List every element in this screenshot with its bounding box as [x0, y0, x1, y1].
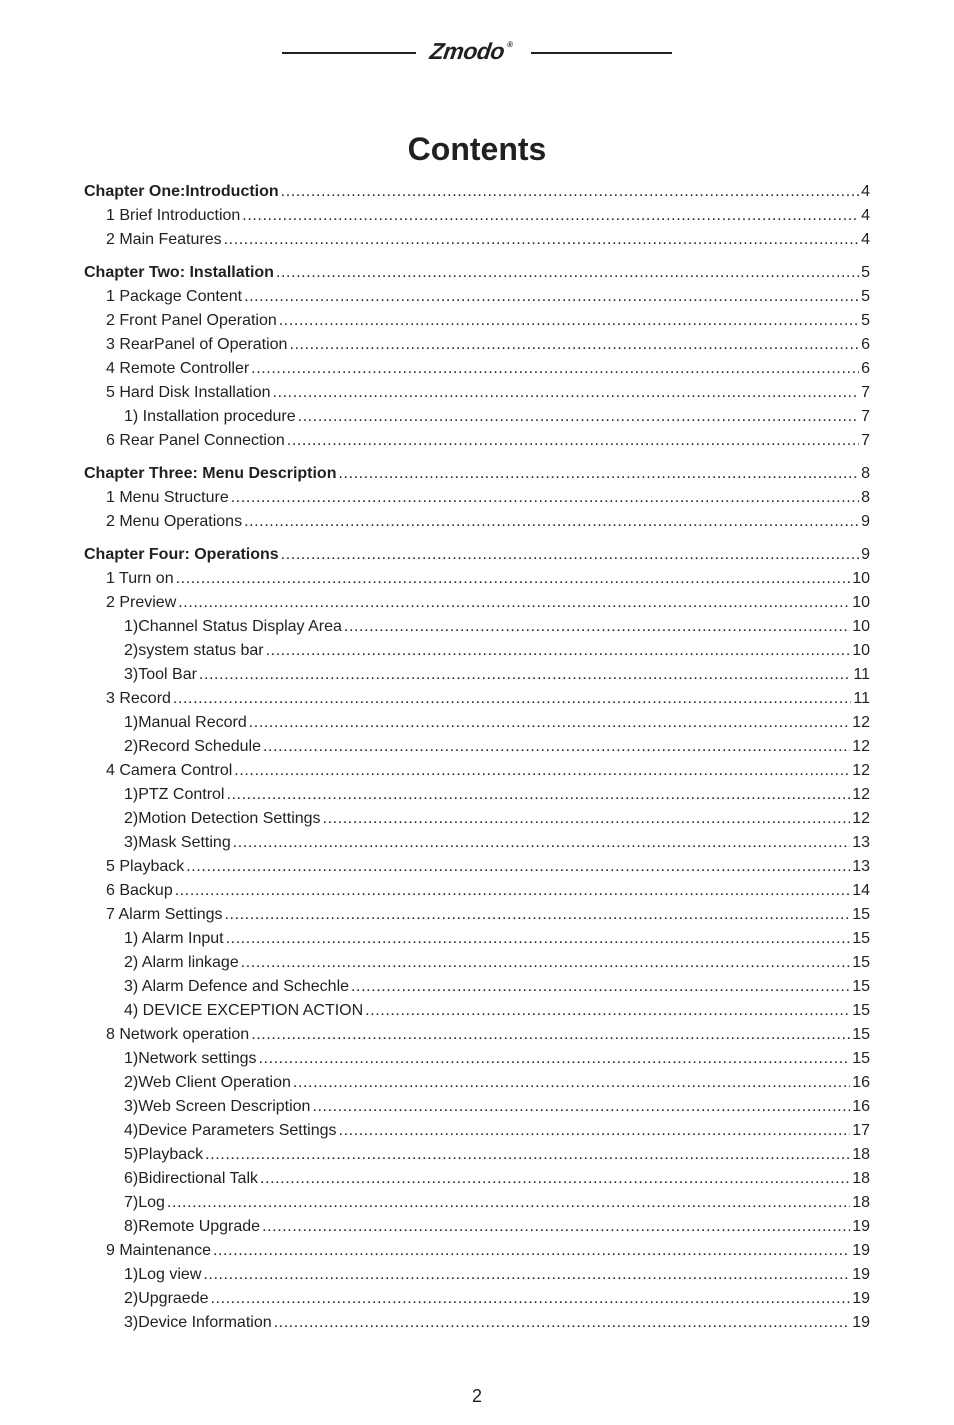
toc-entry[interactable] — [84, 735, 870, 759]
toc-entry-page: 4 — [861, 207, 870, 224]
toc-entry-page: 12 — [852, 714, 870, 731]
dot-leader — [234, 759, 850, 783]
toc-entry-page: 10 — [852, 618, 870, 635]
dot-leader — [226, 927, 851, 951]
toc-entry-label: 4) DEVICE EXCEPTION ACTION — [124, 1002, 364, 1019]
logo-text: Zmodo — [428, 38, 507, 64]
toc-entry-label: 4 Camera Control — [106, 762, 233, 779]
page-number: 2 — [471, 1386, 482, 1406]
toc-entry-page: 15 — [852, 1026, 870, 1043]
toc-entry-label: 3)Web Screen Description — [124, 1098, 311, 1115]
toc-entry-label: 1 Menu Structure — [106, 489, 229, 506]
toc-entry[interactable] — [84, 486, 870, 510]
toc-entry-page: 7 — [861, 384, 870, 401]
toc-entry[interactable] — [84, 591, 870, 615]
toc-entry[interactable] — [84, 1023, 870, 1047]
toc-entry[interactable] — [84, 807, 870, 831]
dot-leader — [244, 510, 859, 534]
toc-entry-label: 6 Rear Panel Connection — [106, 432, 285, 449]
toc-entry-page: 8 — [861, 465, 870, 482]
toc-entry[interactable] — [84, 903, 870, 927]
toc-entry-page: 12 — [852, 762, 870, 779]
toc-entry-page: 10 — [852, 570, 870, 587]
toc-entry[interactable] — [84, 1239, 870, 1263]
toc-entry-label: 2 Main Features — [106, 231, 222, 248]
dot-leader — [263, 735, 850, 759]
toc-entry-page: 7 — [861, 432, 870, 449]
toc-entry-label: Chapter Four: Operations — [84, 546, 279, 563]
dot-leader — [251, 357, 859, 381]
dot-leader — [241, 951, 850, 975]
dot-leader — [260, 1167, 850, 1191]
toc-entry-page: 15 — [852, 978, 870, 995]
toc-entry-label: 4 Remote Controller — [106, 360, 250, 377]
toc-entry-page: 5 — [861, 288, 870, 305]
toc-entry[interactable] — [84, 333, 870, 357]
toc-entry[interactable] — [84, 1119, 870, 1143]
dot-leader — [281, 180, 859, 204]
toc-entry-label: 1 Brief Introduction — [106, 207, 241, 224]
toc-entry-page: 18 — [852, 1146, 870, 1163]
dot-leader — [338, 462, 859, 486]
toc-entry-label: 5 Playback — [106, 858, 185, 875]
dot-leader — [276, 261, 859, 285]
toc-entry-label: 2) Alarm linkage — [124, 954, 239, 971]
toc-entry-page: 15 — [852, 906, 870, 923]
dot-leader — [323, 807, 851, 831]
toc-entry-label: 1)Channel Status Display Area — [124, 618, 342, 635]
toc-entry-page: 14 — [852, 882, 870, 899]
toc-entry-page: 19 — [852, 1314, 870, 1331]
toc-entry-label: 3)Mask Setting — [124, 834, 231, 851]
toc-entry-label: 2 Front Panel Operation — [106, 312, 277, 329]
dot-leader — [226, 783, 850, 807]
page-title: Contents — [407, 131, 547, 167]
toc-entry[interactable] — [84, 999, 870, 1023]
toc-entry[interactable] — [84, 309, 870, 333]
toc-entry-page: 8 — [861, 489, 870, 506]
dot-leader — [287, 429, 859, 453]
dot-leader — [176, 567, 851, 591]
toc-entry-label: 3 Record — [106, 690, 171, 707]
toc-entry-label: 5 Hard Disk Installation — [106, 384, 271, 401]
toc-entry-label: 1 Package Content — [106, 288, 243, 305]
toc-entry-label: 2)Record Schedule — [124, 738, 261, 755]
toc-entry-page: 6 — [861, 336, 870, 353]
toc-entry[interactable] — [84, 615, 870, 639]
toc-entry-label: 7)Log — [124, 1194, 165, 1211]
dot-leader — [262, 1215, 850, 1239]
toc-entry-page: 18 — [852, 1170, 870, 1187]
toc-chapter-entry[interactable] — [84, 462, 870, 486]
toc-entry[interactable] — [84, 567, 870, 591]
toc-entry-page: 15 — [852, 1002, 870, 1019]
toc-entry[interactable] — [84, 687, 870, 711]
dot-leader — [231, 486, 859, 510]
toc-entry[interactable] — [84, 1215, 870, 1239]
toc-entry[interactable] — [84, 1287, 870, 1311]
toc-entry[interactable] — [84, 1071, 870, 1095]
toc-entry-label: 3 RearPanel of Operation — [106, 336, 288, 353]
table-of-contents — [84, 180, 870, 1335]
dot-leader — [213, 1239, 850, 1263]
dot-leader — [273, 381, 860, 405]
toc-entry[interactable] — [84, 951, 870, 975]
toc-entry-label: Chapter One:Introduction — [84, 183, 279, 200]
toc-entry-page: 12 — [852, 738, 870, 755]
toc-chapter-entry[interactable] — [84, 261, 870, 285]
dot-leader — [266, 639, 851, 663]
toc-entry[interactable] — [84, 1311, 870, 1335]
toc-entry-page: 7 — [861, 408, 870, 425]
toc-chapter-entry[interactable] — [84, 180, 870, 204]
toc-entry[interactable] — [84, 759, 870, 783]
dot-leader — [298, 405, 859, 429]
toc-entry[interactable] — [84, 357, 870, 381]
toc-entry-label: 8)Remote Upgrade — [124, 1218, 261, 1235]
toc-entry[interactable] — [84, 1095, 870, 1119]
toc-entry[interactable] — [84, 975, 870, 999]
dot-leader — [167, 1191, 850, 1215]
toc-entry-label: 2 Preview — [106, 594, 177, 611]
dot-leader — [259, 1047, 851, 1071]
dot-leader — [281, 543, 859, 567]
toc-entry-page: 9 — [861, 546, 870, 563]
toc-entry-page: 12 — [852, 810, 870, 827]
toc-entry[interactable] — [84, 783, 870, 807]
dot-leader — [293, 1071, 850, 1095]
dot-leader — [249, 711, 850, 735]
toc-entry-page: 10 — [852, 594, 870, 611]
dot-leader — [175, 879, 850, 903]
toc-entry-page: 12 — [852, 786, 870, 803]
toc-entry[interactable] — [84, 831, 870, 855]
toc-entry[interactable] — [84, 429, 870, 453]
toc-entry-page: 18 — [852, 1194, 870, 1211]
toc-entry-label: 3)Tool Bar — [124, 666, 197, 683]
toc-entry[interactable] — [84, 1263, 870, 1287]
toc-entry[interactable] — [84, 204, 870, 228]
dot-leader — [365, 999, 850, 1023]
page-header — [0, 36, 954, 68]
toc-entry-label: 6 Backup — [106, 882, 173, 899]
toc-entry-page: 5 — [861, 312, 870, 329]
toc-entry[interactable] — [84, 285, 870, 309]
dot-leader — [251, 1023, 850, 1047]
dot-leader — [224, 228, 859, 252]
dot-leader — [244, 285, 859, 309]
toc-entry-page: 4 — [861, 183, 870, 200]
toc-entry-label: Chapter Three: Menu Description — [84, 465, 337, 482]
dot-leader — [199, 663, 851, 687]
toc-entry-page: 19 — [852, 1242, 870, 1259]
header-rule-left — [282, 52, 416, 54]
toc-entry-label: 8 Network operation — [106, 1026, 250, 1043]
dot-leader — [279, 309, 859, 333]
toc-entry-page: 15 — [852, 954, 870, 971]
toc-entry-label: 3) Alarm Defence and Schechle — [124, 978, 350, 995]
dot-leader — [205, 1143, 850, 1167]
dot-leader — [233, 831, 850, 855]
toc-entry-label: 6)Bidirectional Talk — [124, 1170, 258, 1187]
toc-entry-page: 13 — [852, 834, 870, 851]
toc-entry-page: 16 — [852, 1098, 870, 1115]
toc-entry[interactable] — [84, 711, 870, 735]
toc-entry-label: 3)Device Information — [124, 1314, 272, 1331]
toc-entry-label: 1) Alarm Input — [124, 930, 224, 947]
toc-entry[interactable] — [84, 879, 870, 903]
toc-entry[interactable] — [84, 927, 870, 951]
toc-entry[interactable] — [84, 1143, 870, 1167]
dot-leader — [339, 1119, 851, 1143]
toc-entry-label: 2)system status bar — [124, 642, 264, 659]
toc-entry-label: 4)Device Parameters Settings — [124, 1122, 337, 1139]
toc-entry-label: 2)Motion Detection Settings — [124, 810, 321, 827]
dot-leader — [211, 1287, 851, 1311]
toc-entry-label: 9 Maintenance — [106, 1242, 211, 1259]
toc-entry[interactable] — [84, 855, 870, 879]
dot-leader — [274, 1311, 851, 1335]
brand-logo — [428, 38, 513, 65]
dot-leader — [186, 855, 850, 879]
toc-entry-page: 19 — [852, 1218, 870, 1235]
toc-entry[interactable] — [84, 1191, 870, 1215]
toc-entry-label: 1)Network settings — [124, 1050, 257, 1067]
toc-entry-page: 10 — [852, 642, 870, 659]
toc-entry-page: 11 — [853, 666, 870, 683]
toc-entry-label: 1 Turn on — [106, 570, 174, 587]
toc-entry-label: 5)Playback — [124, 1146, 204, 1163]
toc-entry-page: 19 — [852, 1290, 870, 1307]
toc-entry-page: 9 — [861, 513, 870, 530]
dot-leader — [225, 903, 851, 927]
toc-entry-page: 16 — [852, 1074, 870, 1091]
toc-entry-page: 5 — [861, 264, 870, 281]
dot-leader — [344, 615, 850, 639]
dot-leader — [203, 1263, 850, 1287]
toc-entry-label: 7 Alarm Settings — [106, 906, 223, 923]
toc-entry-label: 1) Installation procedure — [124, 408, 296, 425]
toc-entry-label: 1)Manual Record — [124, 714, 247, 731]
toc-entry-page: 15 — [852, 930, 870, 947]
toc-entry[interactable] — [84, 381, 870, 405]
toc-chapter-entry[interactable] — [84, 543, 870, 567]
toc-entry-page: 13 — [852, 858, 870, 875]
toc-entry-label: 2 Menu Operations — [106, 513, 243, 530]
toc-entry-label: 1)Log view — [124, 1266, 202, 1283]
toc-entry-page: 11 — [853, 690, 870, 707]
toc-entry[interactable] — [84, 228, 870, 252]
toc-entry-label: 2)Upgraede — [124, 1290, 209, 1307]
toc-entry-page: 19 — [852, 1266, 870, 1283]
dot-leader — [289, 333, 859, 357]
toc-entry-label: 2)Web Client Operation — [124, 1074, 291, 1091]
toc-entry-label: Chapter Two: Installation — [84, 264, 274, 281]
toc-entry-page: 17 — [852, 1122, 870, 1139]
toc-entry[interactable] — [84, 1167, 870, 1191]
toc-entry[interactable] — [84, 405, 870, 429]
registered-mark: ® — [506, 40, 514, 49]
dot-leader — [351, 975, 850, 999]
dot-leader — [242, 204, 859, 228]
toc-entry-page: 4 — [861, 231, 870, 248]
toc-entry-label: 1)PTZ Control — [124, 786, 225, 803]
toc-entry-page: 6 — [861, 360, 870, 377]
toc-entry[interactable] — [84, 639, 870, 663]
toc-entry[interactable] — [84, 663, 870, 687]
toc-entry[interactable] — [84, 510, 870, 534]
dot-leader — [312, 1095, 850, 1119]
toc-entry-page: 15 — [852, 1050, 870, 1067]
dot-leader — [173, 687, 851, 711]
toc-entry[interactable] — [84, 1047, 870, 1071]
dot-leader — [178, 591, 850, 615]
header-rule-right — [531, 52, 672, 54]
